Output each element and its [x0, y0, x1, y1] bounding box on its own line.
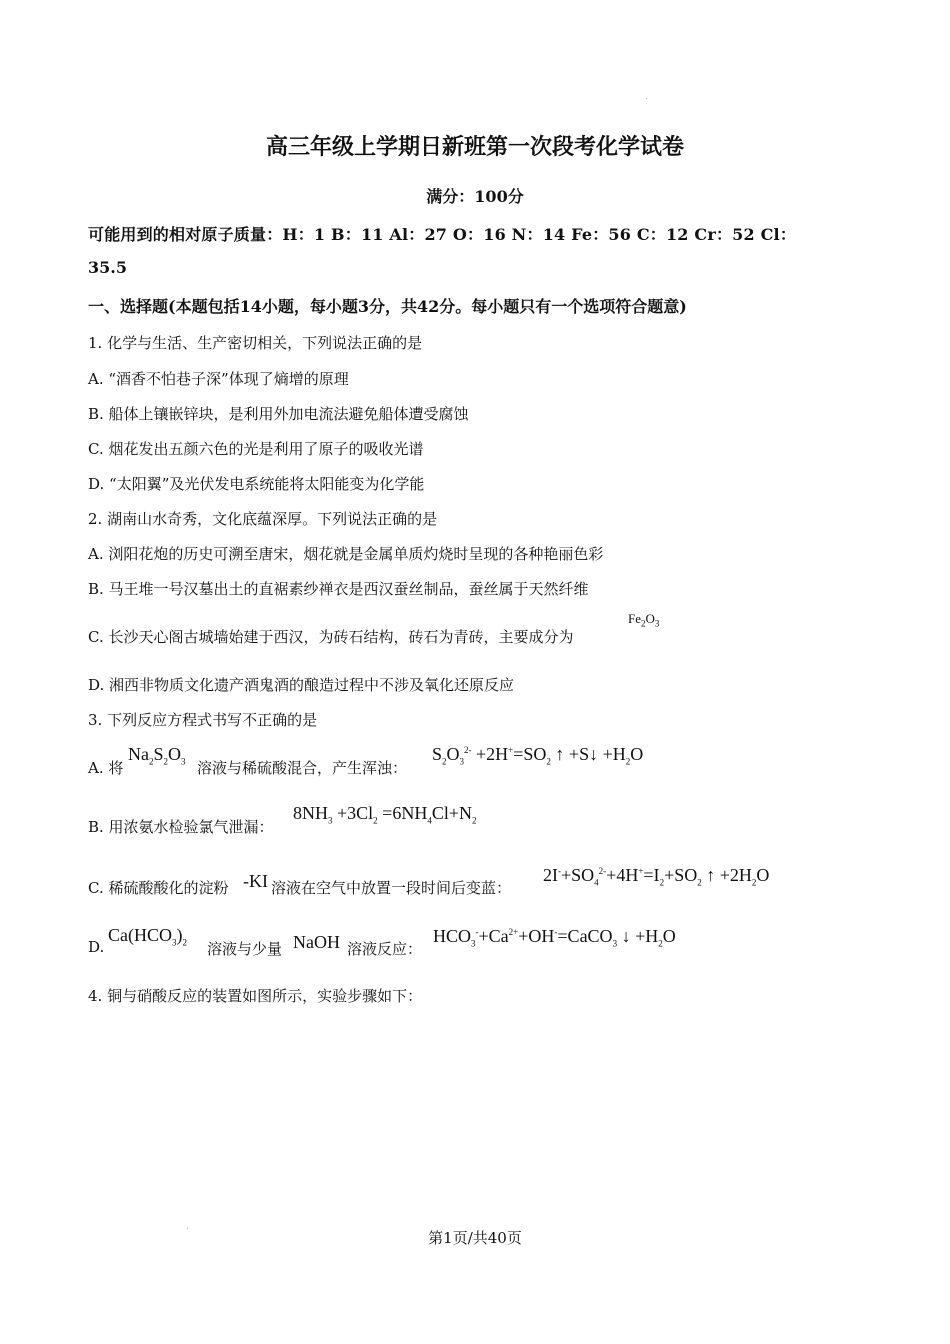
q3-stem: 3. 下列反应方程式书写不正确的是: [88, 711, 318, 729]
q3c-equation: $2I^-+SO_4^{2-}+4H^+=I_2+SO_2$ ↑ $+2H_2O$: [543, 865, 770, 888]
atomic-masses-line2: 35.5: [88, 258, 127, 277]
page-title: 高三年级上学期日新班第一次段考化学试卷: [265, 134, 684, 160]
q3a-reactant-formula: $Na_2S_2O_3$: [128, 744, 186, 767]
q2-stem: 2. 湖南山水奇秀，文化底蕴深厚。下列说法正确的是: [88, 510, 438, 528]
q3-option-a-text: 溶液与稀硫酸混合，产生浑浊：: [197, 759, 408, 777]
q1-option-d: D. “太阳翼”及光伏发电系统能将太阳能变为化学能: [88, 475, 425, 493]
q4-stem: 4. 铜与硝酸反应的装置如图所示，实验步骤如下：: [88, 987, 423, 1005]
q2-option-d: D. 湘西非物质文化遗产酒鬼酒的酿造过程中不涉及氧化还原反应: [88, 676, 515, 694]
scan-speck: [646, 98, 647, 99]
q3-option-a-prefix: A. 将: [88, 759, 124, 777]
q3a-equation: $S_2O_3^{2-} +2H^+=SO_2$ ↑ +S↓ $+H_2O$: [432, 744, 644, 767]
q3-option-c-text1: C. 稀硫酸酸化的淀粉: [88, 879, 229, 897]
atomic-masses-line1: 可能用到的相对原子质量：H：1 B：11 Al：27 O：16 N：14 Fe：56 C：12 Cr：52 Cl：: [88, 225, 797, 244]
q2-option-a: A. 浏阳花炮的历史可溯至唐宋，烟花就是金属单质灼烧时呈现的各种艳丽色彩: [88, 545, 604, 563]
q1-option-b: B. 船体上镶嵌锌块，是利用外加电流法避免船体遭受腐蚀: [88, 405, 469, 423]
q1-option-c: C. 烟花发出五颜六色的光是利用了原子的吸收光谱: [88, 440, 424, 458]
q3-option-d-text1: 溶液与少量: [207, 940, 283, 958]
page-footer: 第1页/共40页: [428, 1229, 522, 1247]
full-score: 满分：100分: [426, 187, 524, 206]
q3c-ki-formula: -KI: [243, 871, 268, 891]
section-heading: 一、选择题(本题包括14小题，每小题3分，共42分。每小题只有一个选项符合题意): [88, 297, 687, 316]
q3d-equation: $HCO_3^-+Ca^{2+}+OH^-=CaCO_3$ ↓ $+H_2O$: [433, 926, 676, 949]
q3-option-c-text2: 溶液在空气中放置一段时间后变蓝：: [271, 879, 512, 897]
q3d-naoh-formula: NaOH: [293, 932, 340, 952]
q3-option-b-text: B. 用浓氨水检验氯气泄漏：: [88, 818, 274, 836]
q3-option-d-text2: 溶液反应：: [347, 940, 423, 958]
q3-option-d-prefix: D.: [88, 938, 105, 956]
q3d-reactant-formula: $Ca(HCO_3)_2$: [108, 925, 187, 948]
q1-stem: 1. 化学与生活、生产密切相关，下列说法正确的是: [88, 334, 423, 352]
q1-option-a: A. “酒香不怕巷子深”体现了熵增的原理: [88, 370, 349, 388]
q2-fe2o3-formula: $Fe_2O_3$: [628, 611, 660, 629]
q3b-equation: $8NH_3 +3Cl_2 =6NH_4Cl+N_2$: [293, 803, 477, 826]
q2-option-c: C. 长沙天心阁古城墙始建于西汉，为砖石结构，砖石为青砖，主要成分为: [88, 628, 574, 646]
q2-option-b: B. 马王堆一号汉墓出土的直裾素纱禅衣是西汉蚕丝制品，蚕丝属于天然纤维: [88, 580, 589, 598]
